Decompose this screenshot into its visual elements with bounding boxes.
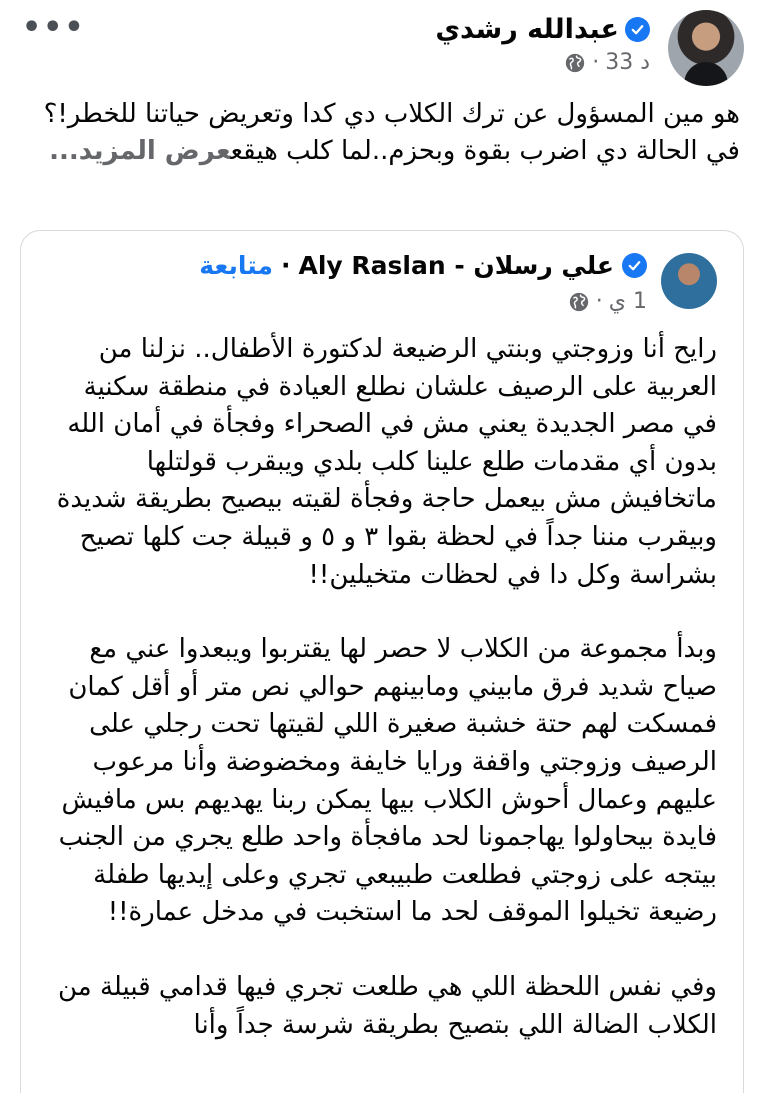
post-text-line [28, 133, 740, 170]
shared-author-name[interactable]: علي رسلان - Aly Raslan [298, 251, 614, 280]
shared-paragraph: وبدأ مجموعة من الكلاب لا حصر لها يقتربوا ويبعدوا عني مع صياح شديد فرق مابيني ومابينهم حوالي نص متر أو أقل كمان فمسكت لهم حتة خشبة صغيرة اللي لقيتها تحت رجلي على الرصيف وزوجتي واقفة ورايا خايفة ومخضوضة وأنا مرعوب عليهم وعمال أحوش الكلاب بيها يمكن ربنا يهديهم بس مافيش فايدة بيحاولوا يهاجمونا لحد مافجأة واحد طلع يجري من الجنب بيتجه على زوجتي فطلعت طبيبعي تجري وعلى إيديها طفلة رضيعة تخيلوا الموقف لحد ما استخبت في مدخل عمارة!! [58, 634, 717, 928]
shared-post-time[interactable]: 1 ي [608, 289, 647, 314]
post-meta [564, 50, 650, 75]
shared-post-text [47, 331, 717, 1081]
author-separator: · [280, 251, 291, 280]
author-avatar[interactable] [668, 10, 744, 86]
author-line [435, 14, 650, 45]
follow-button[interactable]: متابعة [199, 251, 273, 280]
shared-paragraph: وفي نفس اللحظة اللي هي طلعت تجري فيها قدامي قبيلة من الكلاب الضالة اللي بتصيح بطريقة شرسة جداً وأنا [57, 971, 717, 1040]
post-header [0, 0, 768, 92]
post-text-line: هو مين المسؤول عن ترك الكلاب دي كدا وتعريض حياتنا للخطر!؟ [43, 99, 740, 129]
shared-post-meta [568, 289, 647, 314]
globe-icon [564, 52, 586, 74]
verified-badge-icon [622, 253, 647, 278]
post-text [28, 96, 740, 170]
meta-separator: · [592, 50, 600, 75]
see-more-link[interactable]: عرض المزيد... [49, 136, 231, 166]
verified-badge-icon [625, 17, 650, 42]
globe-icon [568, 291, 590, 313]
shared-paragraph: رايح أنا وزوجتي وبنتي الرضيعة لدكتورة الأطفال.. نزلنا من العربية على الرصيف علشان نطلع العيادة في منطقة سكنية في مصر الجديدة يعني مش في الصحراء وفجأة في أمان الله بدون أي مقدمات طلع علينا كلب بلدي ويبقرب قولتلها ماتخافيش مش بيعمل حاجة وفجأة لقيته بيصيح بطريقة شديدة وبيقرب مننا جداً في لحظة بقوا ٣ و ٥ و قبيلة جت كلها تصيح بشراسة وكل دا في لحظات متخيلين!! [56, 334, 717, 590]
post-text-fragment: في الحالة دي اضرب بقوة وبحزم..لما كلب هيقع [230, 136, 740, 166]
shared-author-avatar[interactable] [661, 253, 717, 309]
post-time[interactable]: 33 د [605, 50, 650, 75]
more-options-icon[interactable]: ••• [22, 10, 86, 45]
shared-author-line [199, 251, 647, 280]
shared-post-card[interactable] [20, 230, 744, 1093]
author-name[interactable]: عبدالله رشدي [435, 14, 619, 45]
meta-separator: · [595, 289, 603, 314]
